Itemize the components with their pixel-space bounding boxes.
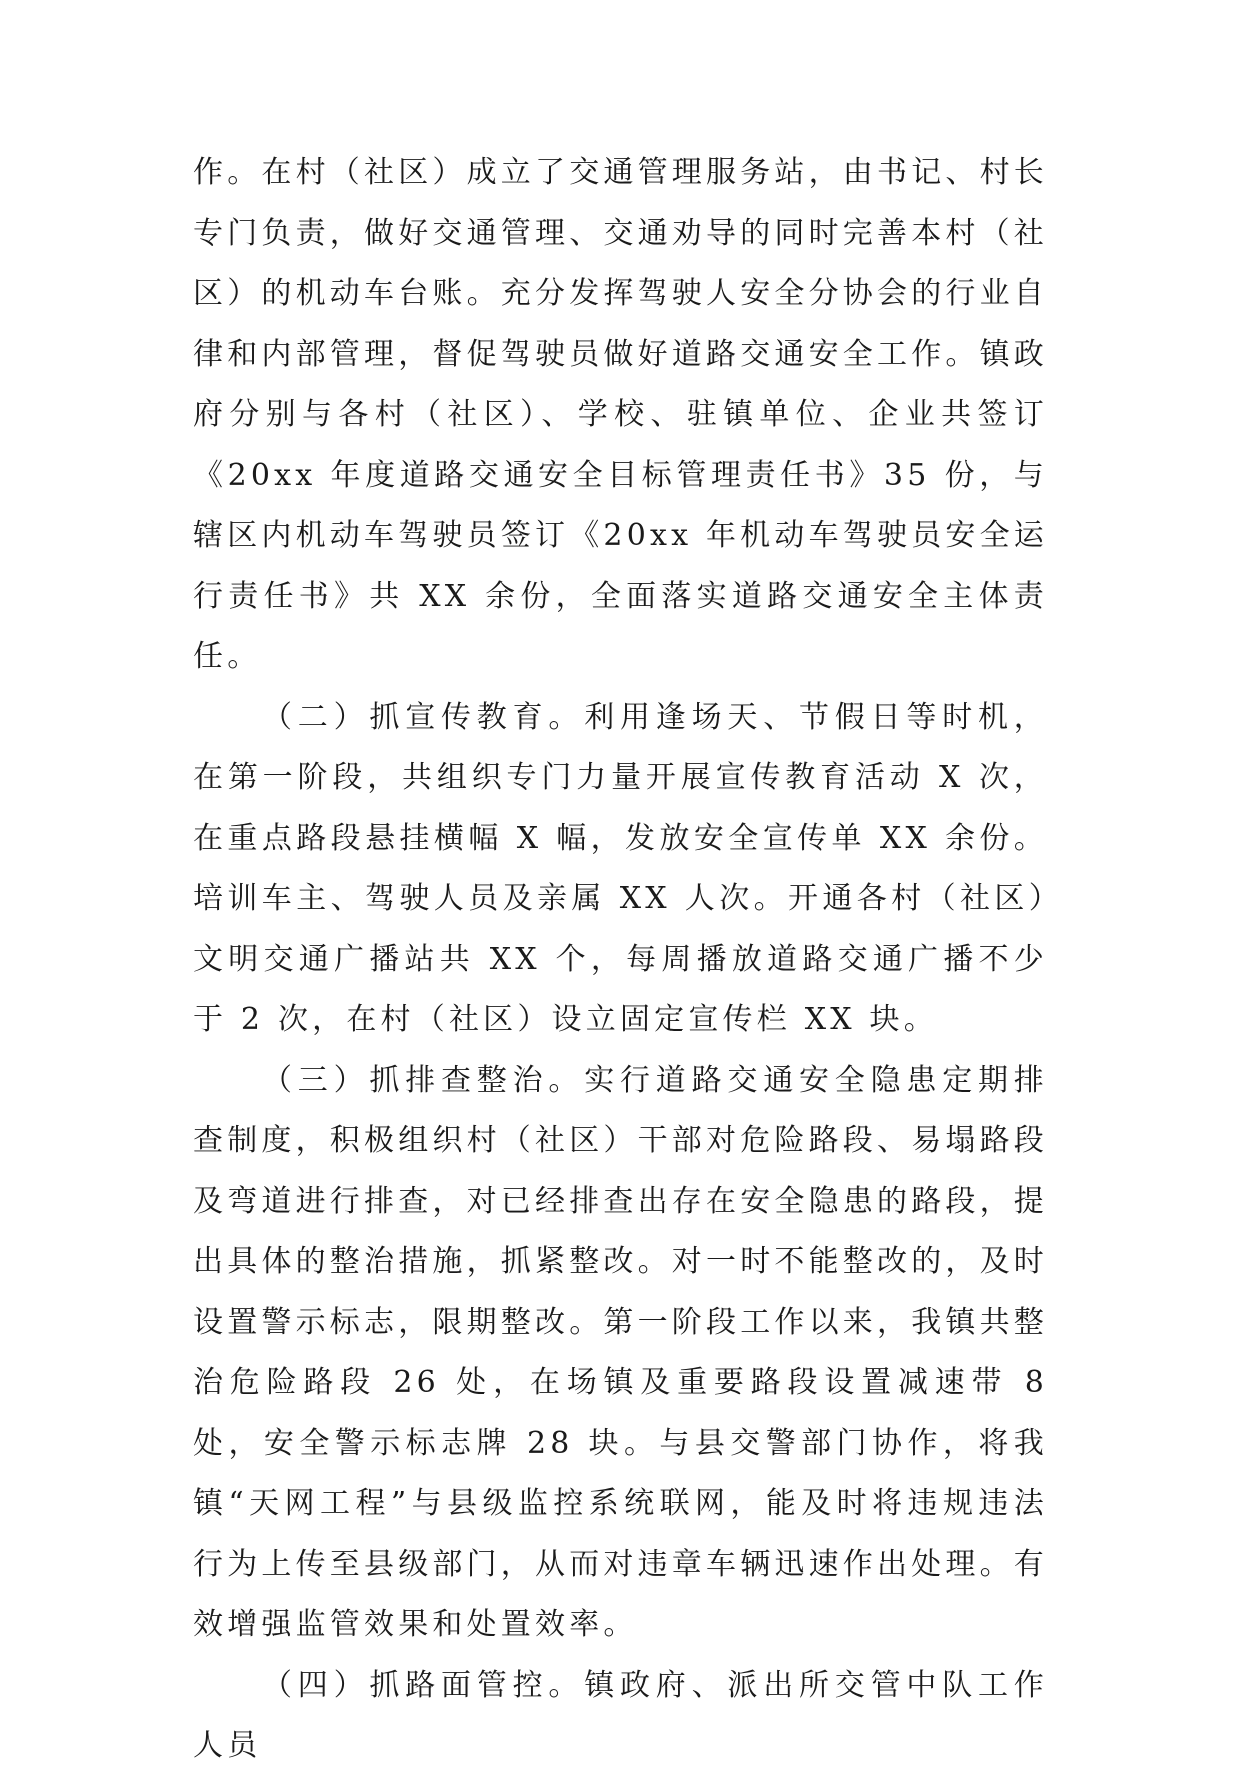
paragraph-inspection-rectification: （三）抓排查整治。实行道路交通安全隐患定期排查制度，积极组织村（社区）干部对危险路段、易塌路段及弯道进行排查，对已经排查出存在安全隐患的路段，提出具体的整治措施，抓紧整改。对一时不能整改的，及时设置警示标志，限期整改。第一阶段工作以来，我镇共整治危险路段 26 处，在场镇及重要路段设置减速带 8 处，安全警示标志牌 28 块。与县交警部门协作，将我镇“天网工程”与县级监控系统联网，能及时将违规违法行为上传至县级部门，从而对违章车辆迅速作出处理。有效增强监管效果和处置效率。 (193, 1062, 1048, 1642)
document-body (193, 143, 1048, 1777)
paragraph-responsibility: 作。在村（社区）成立了交通管理服务站，由书记、村长专门负责，做好交通管理、交通劝导的同时完善本村（社区）的机动车台账。充分发挥驾驶人安全分协会的行业自律和内部管理，督促驾驶员做好道路交通安全工作。镇政府分别与各村（社区）、学校、驻镇单位、企业共签订《20xx 年度道路交通安全目标管理责任书》35 份，与辖区内机动车驾驶员签订《20xx 年机动车驾驶员安全运行责任书》共 XX 余份，全面落实道路交通安全主体责任。 (193, 155, 1048, 674)
paragraph-road-control: （四）抓路面管控。镇政府、派出所交管中队工作人员 (193, 1667, 1048, 1763)
paragraph-publicity-education: （二）抓宣传教育。利用逢场天、节假日等时机，在第一阶段，共组织专门力量开展宣传教育活动 X 次，在重点路段悬挂横幅 X 幅，发放安全宣传单 XX 余份。培训车主、驾驶人员及亲属 XX 人次。开通各村（社区）文明交通广播站共 XX 个，每周播放道路交通广播不少于 2 次，在村（社区）设立固定宣传栏 XX 块。 (193, 699, 1048, 1037)
